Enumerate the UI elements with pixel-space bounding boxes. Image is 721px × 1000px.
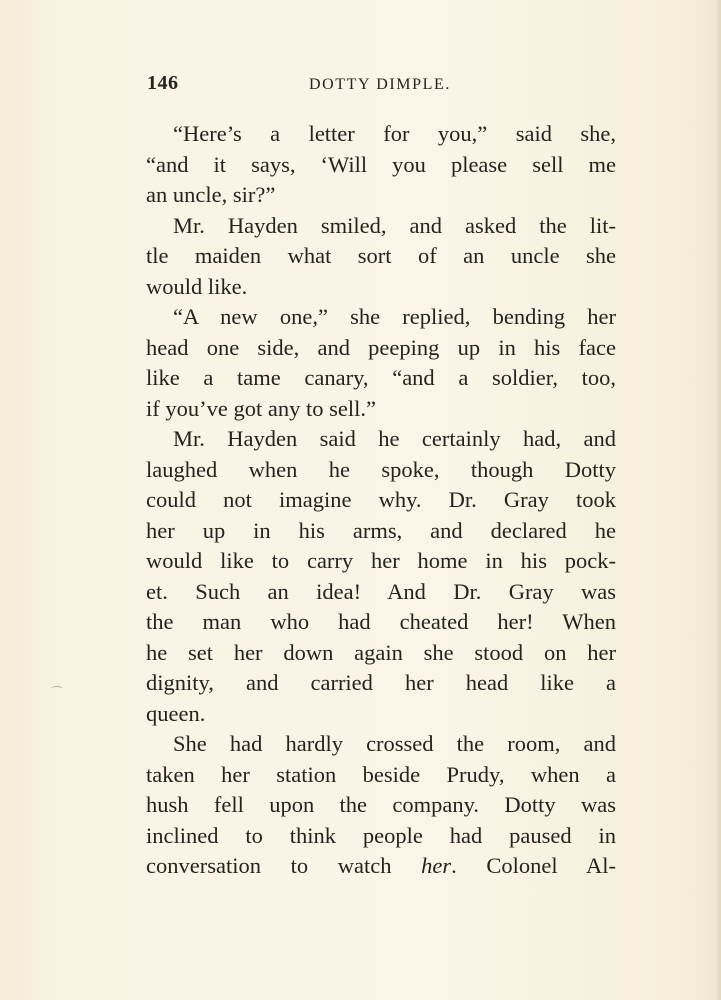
text-line: would like.: [146, 273, 248, 299]
margin-mark: ⁀: [52, 686, 62, 700]
text-line: She had hardly crossed the room, and: [173, 731, 616, 756]
text-line: would like to carry her home in his pock-: [146, 548, 616, 573]
page-number: 146: [147, 72, 179, 94]
text-line: the man who had cheated her! When: [146, 609, 616, 634]
text-line: an uncle, sir?”: [146, 182, 276, 207]
text-line: “A new one,” she replied, bending her: [173, 304, 616, 329]
text-line: if you’ve got any to sell.”: [146, 395, 376, 421]
running-title: DOTTY DIMPLE.: [309, 76, 451, 93]
running-head: [147, 72, 617, 102]
text-line: et. Such an idea! And Dr. Gray was: [146, 578, 616, 604]
text-line: “Here’s a letter for you,” said she,: [173, 121, 616, 146]
text-line: hush fell upon the company. Dotty was: [146, 792, 616, 817]
text-line: like a tame canary, “and a soldier, too,: [146, 365, 616, 390]
text-line: inclined to think people had paused in: [146, 822, 616, 848]
page-edge-shadow: [715, 0, 721, 1000]
body-text: [146, 119, 616, 882]
text-line: her up in his arms, and declared he: [146, 517, 616, 543]
text-line: “and it says, ‘Will you please sell me: [146, 151, 616, 177]
italic-word: her: [421, 853, 452, 878]
text-line: tle maiden what sort of an uncle she: [146, 243, 616, 268]
text-line: conversation to watch her. Colonel Al-: [146, 853, 617, 878]
text-line: Mr. Hayden said he certainly had, and: [173, 426, 616, 451]
text-line: dignity, and carried her head like a: [146, 670, 616, 695]
text-line: Mr. Hayden smiled, and asked the lit-: [173, 212, 616, 238]
text-line: queen.: [146, 700, 206, 726]
text-line: laughed when he spoke, though Dotty: [146, 456, 616, 482]
text-line: could not imagine why. Dr. Gray took: [146, 487, 616, 512]
text-line: he set her down again she stood on her: [146, 639, 616, 665]
text-line: head one side, and peeping up in his face: [146, 334, 616, 360]
text-line: taken her station beside Prudy, when a: [146, 761, 616, 787]
